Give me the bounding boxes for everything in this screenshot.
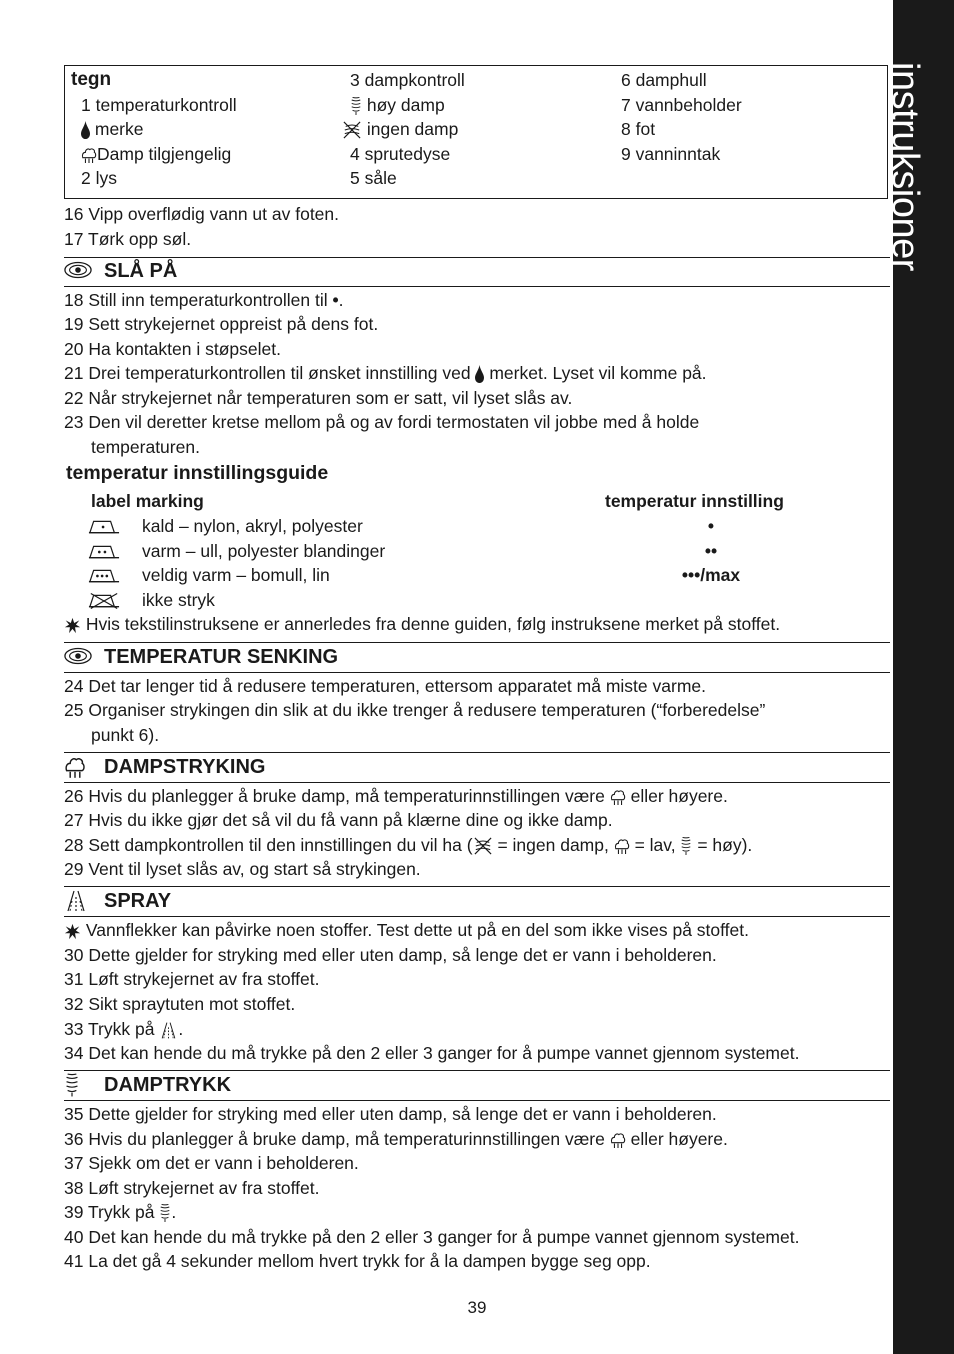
legend-item-label: Damp tilgjengelig <box>97 143 232 164</box>
steam-icon <box>64 755 86 779</box>
high-steam-icon <box>64 1073 80 1097</box>
legend-item: 2 lys <box>81 168 117 188</box>
guide-row-label: ikke stryk <box>142 590 215 610</box>
steam-icon <box>614 837 630 855</box>
legend-item <box>342 117 465 142</box>
spray-note: Vannflekker kan påvirke noen stoffer. Test dette ut på en del som ikke vises på stoffet. <box>64 918 749 943</box>
steam-icon <box>610 1131 626 1149</box>
guide-row <box>88 588 808 613</box>
section-title: DAMPSTRYKING <box>104 756 266 778</box>
step-30: 30 Dette gjelder for stryking med eller uten damp, så lenge det er vann i beholderen. <box>64 945 717 965</box>
legend-item <box>71 142 237 167</box>
step-36: 36 Hvis du planlegger å bruke damp, må temperaturinnstillingen være eller høyere. <box>64 1129 728 1149</box>
guide-row-setting: •• <box>704 541 718 561</box>
step-32: 32 Sikt spraytuten mot stoffet. <box>64 994 296 1014</box>
legend-item: 1 temperaturkontroll <box>81 94 237 115</box>
star-icon <box>64 617 81 634</box>
legend-item: 9 vanninntak <box>621 143 721 164</box>
legend-item <box>71 117 237 142</box>
guide-note: Hvis tekstilinstruksene er annerledes fra denne guiden, følg instruksene merket på stoffet. <box>64 612 780 637</box>
divider <box>64 257 890 258</box>
legend-item <box>342 93 465 118</box>
legend-item: 3 dampkontroll <box>350 70 465 90</box>
section-title: SPRAY <box>104 890 172 912</box>
legend-title: tegn <box>71 69 112 90</box>
step-23-cont: temperaturen. <box>91 437 200 457</box>
iron-three-dots-icon <box>88 567 120 585</box>
divider <box>64 1100 890 1101</box>
step-29: 29 Vent til lyset slås av, og start så strykingen. <box>64 859 421 879</box>
step-23: 23 Den vil deretter kretse mellom på og av fordi termostaten vil jobbe med å holde <box>64 412 700 432</box>
step-24: 24 Det tar lenger tid å redusere temperaturen, ettersom apparatet må miste varme. <box>64 676 706 696</box>
iron-two-dots-icon <box>88 543 120 561</box>
step-19: 19 Sett strykejernet oppreist på dens fot. <box>64 314 379 334</box>
iron-one-dot-icon <box>88 518 120 536</box>
step-22: 22 Når strykejernet når temperaturen som er satt, vil lyset slås av. <box>64 388 573 408</box>
high-steam-icon <box>159 1203 171 1223</box>
step-28: 28 Sett dampkontrollen til den innstillingen du vil ha ( = ingen damp, = lav, = høy). <box>64 835 753 855</box>
guide-row-setting: •••/max <box>681 565 741 585</box>
step-38: 38 Løft strykejernet av fra stoffet. <box>64 1178 320 1198</box>
guide-row-setting: • <box>707 516 715 536</box>
divider <box>64 916 890 917</box>
section-title: DAMPTRYKK <box>104 1074 232 1096</box>
step-25: 25 Organiser strykingen din slik at du ikke trenger å redusere temperaturen (“forberedelse” <box>64 700 766 720</box>
guide-row-label: veldig varm – bomull, lin <box>142 565 330 585</box>
step-17: 17 Tørk opp søl. <box>64 229 192 249</box>
guide-row-label: kald – nylon, akryl, polyester <box>142 516 363 536</box>
legend-item: 4 sprutedyse <box>350 143 451 164</box>
legend-item: 5 såle <box>350 168 397 188</box>
eye-icon <box>64 261 92 279</box>
legend-item: 7 vannbeholder <box>621 94 742 115</box>
legend-item-label: merke <box>94 119 144 139</box>
divider <box>64 286 890 287</box>
eye-icon <box>64 647 92 665</box>
divider <box>64 886 890 887</box>
section-title: SLÅ PÅ <box>104 260 178 282</box>
legend-box <box>64 65 888 199</box>
spray-icon <box>64 889 88 913</box>
high-steam-icon <box>680 836 692 856</box>
steam-icon <box>81 146 97 164</box>
legend-item-label: ingen damp <box>366 119 459 139</box>
step-41: 41 La det gå 4 sekunder mellom hvert trykk for å la dampen bygge seg opp. <box>64 1251 651 1271</box>
legend-item: 6 damphull <box>621 70 707 90</box>
step-27: 27 Hvis du ikke gjør det så vil du få vann på klærne dine og ikke damp. <box>64 810 613 830</box>
step-16: 16 Vipp overflødig vann ut av foten. <box>64 204 340 224</box>
steam-icon <box>610 788 626 806</box>
legend-item-label: høy damp <box>366 94 445 115</box>
no-steam-icon <box>342 121 362 139</box>
spray-icon <box>159 1021 178 1040</box>
drop-icon <box>81 121 90 139</box>
high-steam-icon <box>350 96 362 116</box>
step-25-cont: punkt 6). <box>91 725 160 745</box>
step-35: 35 Dette gjelder for stryking med eller uten damp, så lenge det er vann i beholderen. <box>64 1104 717 1124</box>
step-18: 18 Still inn temperaturkontrollen til •. <box>64 290 344 310</box>
divider <box>64 672 890 673</box>
step-37: 37 Sjekk om det er vann i beholderen. <box>64 1153 359 1173</box>
step-33: 33 Trykk på . <box>64 1019 184 1039</box>
step-39: 39 Trykk på . <box>64 1202 177 1222</box>
step-40: 40 Det kan hende du må trykke på den 2 eller 3 ganger for å pumpe vannet gjennom systemet. <box>64 1227 800 1247</box>
divider <box>64 782 890 783</box>
step-21: 21 Drei temperaturkontrollen til ønsket innstilling ved merket. Lyset vil komme på. <box>64 363 707 383</box>
step-20: 20 Ha kontakten i støpselet. <box>64 339 281 359</box>
step-34: 34 Det kan hende du må trykke på den 2 eller 3 ganger for å pumpe vannet gjennom systemet. <box>64 1043 800 1063</box>
legend-item: 8 fot <box>621 119 656 139</box>
no-iron-icon <box>88 592 120 610</box>
guide-col-setting: temperatur innstilling <box>605 491 784 511</box>
guide-col-label: label marking <box>91 491 204 511</box>
guide-row <box>88 539 808 564</box>
guide-row <box>88 514 808 539</box>
no-steam-icon <box>473 837 493 855</box>
guide-title: temperatur innstillingsguide <box>66 462 329 484</box>
guide-row-label: varm – ull, polyester blandinger <box>142 541 386 561</box>
step-31: 31 Løft strykejernet av fra stoffet. <box>64 969 320 989</box>
section-title: TEMPERATUR SENKING <box>104 646 339 668</box>
star-icon <box>64 923 81 940</box>
guide-row <box>88 563 808 588</box>
page-number: 39 <box>467 1298 487 1317</box>
step-26: 26 Hvis du planlegger å bruke damp, må temperaturinnstillingen være eller høyere. <box>64 786 728 806</box>
sidebar-title: instruksjoner <box>884 62 926 271</box>
